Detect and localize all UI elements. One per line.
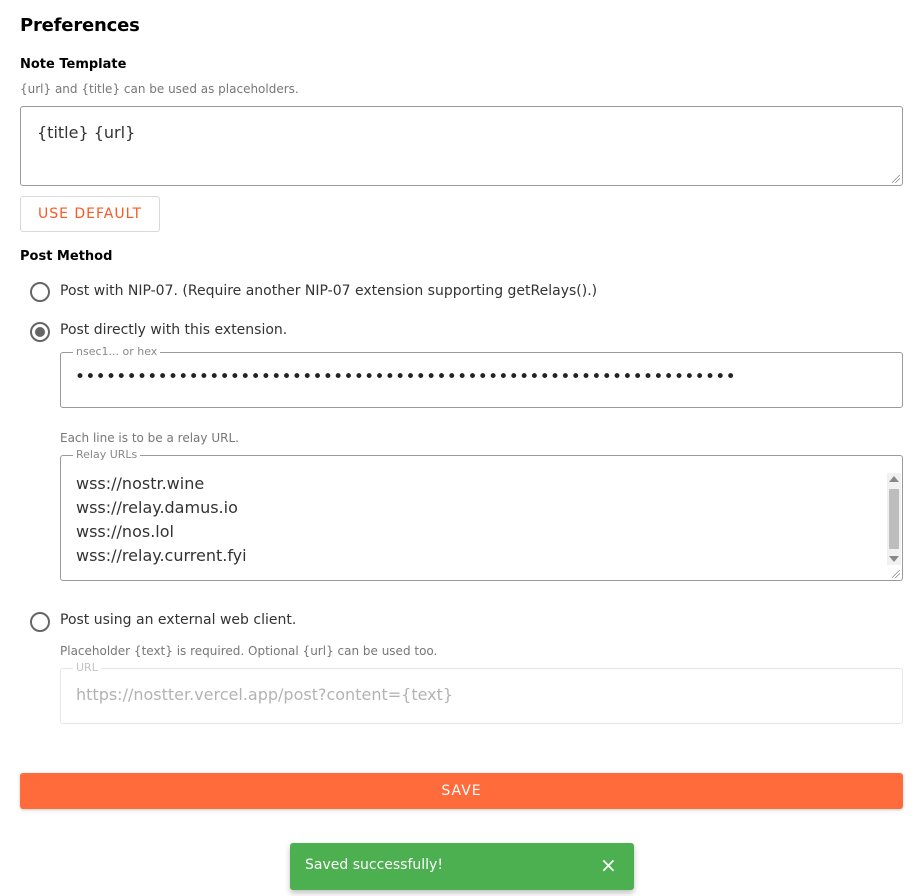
- radio-direct[interactable]: [30, 322, 50, 342]
- external-url-input[interactable]: [60, 661, 903, 724]
- radio-external[interactable]: [30, 612, 50, 632]
- relay-hint: Each line is to be a relay URL.: [60, 431, 239, 445]
- relay-urls-textarea[interactable]: [60, 448, 903, 581]
- resize-grip-icon[interactable]: [892, 570, 900, 578]
- note-template-heading: Note Template: [20, 57, 127, 72]
- radio-nip07-label[interactable]: Post with NIP-07. (Require another NIP-07 extension supporting getRelays().): [60, 283, 598, 299]
- close-icon[interactable]: ×: [600, 853, 617, 877]
- save-button[interactable]: SAVE: [20, 773, 903, 809]
- note-template-value: {title} {url}: [37, 123, 136, 142]
- scroll-thumb[interactable]: [889, 489, 899, 549]
- scroll-up-icon[interactable]: [889, 476, 899, 482]
- radio-external-label[interactable]: Post using an external web client.: [60, 612, 297, 628]
- external-url-placeholder: https://nostter.vercel.app/post?content={text}: [76, 685, 454, 704]
- toast-message: Saved successfully!: [305, 857, 443, 873]
- resize-grip-icon[interactable]: [892, 175, 900, 183]
- external-url-label: URL: [73, 661, 101, 674]
- relay-urls-label: Relay URLs: [73, 448, 140, 461]
- note-template-textarea[interactable]: [20, 106, 903, 186]
- toast-notification: [290, 843, 634, 890]
- post-method-heading: Post Method: [20, 249, 113, 264]
- nsec-input-label: nsec1... or hex: [73, 345, 160, 358]
- external-hint: Placeholder {text} is required. Optional {url} can be used too.: [60, 644, 438, 658]
- radio-nip07[interactable]: [30, 282, 50, 302]
- nsec-input[interactable]: [60, 345, 903, 408]
- use-default-button[interactable]: USE DEFAULT: [20, 196, 160, 232]
- nsec-masked-value: ••••••••••••••••••••••••••••••••••••••••••••••••••••••••••••••••: [75, 367, 736, 387]
- note-template-hint: {url} and {title} can be used as placeholders.: [20, 82, 299, 96]
- page-title: Preferences: [20, 15, 140, 36]
- scroll-down-icon[interactable]: [889, 556, 899, 562]
- relay-scrollbar[interactable]: [887, 473, 901, 565]
- radio-direct-label[interactable]: Post directly with this extension.: [60, 322, 288, 338]
- relay-urls-value: wss://nostr.wine wss://relay.damus.io wss://nos.lol wss://relay.current.fyi: [76, 474, 247, 565]
